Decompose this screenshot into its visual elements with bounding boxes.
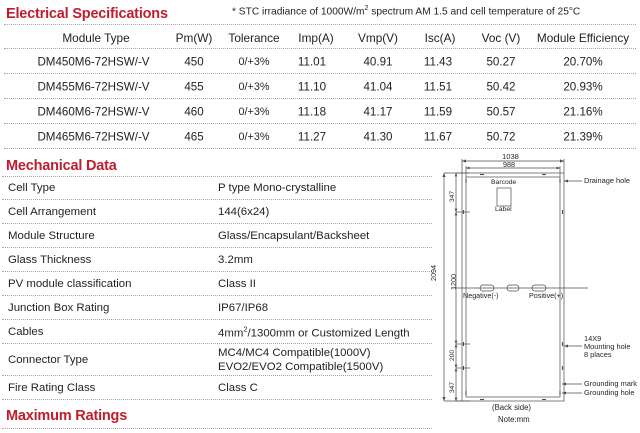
annotation-grounding-hole: Grounding hole: [584, 388, 635, 397]
electrical-specifications-heading: Electrical Specifications: [6, 6, 168, 22]
mechanical-row-pv-module-classification: [0, 272, 432, 296]
negative-terminal-label: Negative(-): [463, 291, 499, 300]
cell-module-efficiency: 21.39%: [563, 130, 603, 143]
mechanical-row-cell-type: [0, 176, 432, 200]
cell-vmp: 41.04: [363, 80, 393, 93]
cell-tolerance: 0/+3%: [238, 80, 270, 93]
col-header-imp: Imp(A): [298, 31, 334, 45]
cell-imp: 11.01: [297, 55, 327, 68]
table-row: [0, 99, 640, 124]
dim-left-lower: 200: [449, 349, 456, 361]
barcode-top-label: Barcode: [491, 179, 517, 186]
barcode-label-box: [497, 188, 511, 206]
electrical-table-header-row: [0, 27, 640, 49]
stc-note-superscript: 2: [364, 5, 369, 12]
dim-width-inner: 988: [503, 160, 515, 169]
drawing-caption-note: Note:mm: [498, 415, 530, 424]
cables-value-post: /1300mm or Customized Length: [247, 327, 410, 340]
cell-pm: 455: [184, 80, 204, 93]
mechanical-label: Cables: [8, 326, 44, 338]
annotation-grounding-mark: Grounding mark: [584, 379, 637, 388]
mechanical-value: P type Mono-crystalline: [218, 182, 337, 194]
cables-value-pre: 4mm: [218, 327, 244, 340]
mechanical-value: Class C: [218, 382, 258, 394]
cell-pm: 450: [184, 55, 204, 68]
col-header-voc: Voc (V): [481, 31, 521, 45]
cell-module-type: DM460M6-72HSW/-V: [37, 105, 150, 118]
cell-voc: 50.57: [486, 105, 516, 118]
connector-line-2: EVO2/EVO2 Compatible(1500V): [218, 361, 384, 373]
mechanical-row-connector-type: [0, 344, 432, 376]
mechanical-label: Fire Rating Class: [8, 382, 96, 394]
module-mechanical-drawing: [429, 152, 640, 433]
mechanical-value: 144(6x24): [218, 206, 270, 218]
col-header-module-efficiency: Module Efficiency: [536, 31, 630, 45]
dim-left-bottom: 347: [449, 381, 456, 393]
table-row: [0, 124, 640, 149]
dim-width-outer: 1038: [502, 152, 519, 161]
mechanical-label: Module Structure: [8, 230, 95, 242]
dim-left-mid: 1200: [449, 274, 458, 290]
mechanical-value: 3.2mm: [218, 254, 253, 266]
cell-voc: 50.27: [486, 55, 516, 68]
cell-vmp: 41.30: [363, 130, 393, 143]
dim-left-top: 347: [449, 190, 456, 202]
cell-module-efficiency: 21.16%: [563, 105, 603, 118]
electrical-table: [0, 27, 640, 149]
cell-tolerance: 0/+3%: [238, 105, 270, 118]
annotation-mounting-hole-count: 8 places: [584, 350, 612, 359]
cell-module-efficiency: 20.93%: [563, 80, 603, 93]
mechanical-row-fire-rating-class: [0, 376, 432, 400]
mechanical-value: IP67/IP68: [218, 302, 269, 314]
dim-height-total: 2094: [429, 265, 438, 281]
annotation-drainage-hole: Drainage hole: [584, 176, 631, 185]
mechanical-label: Connector Type: [8, 354, 89, 366]
mechanical-row-module-structure: [0, 224, 432, 248]
cell-voc: 50.42: [486, 80, 516, 93]
cell-isc: 11.43: [423, 55, 453, 68]
col-header-module-type: Module Type: [62, 31, 130, 45]
maximum-ratings-heading: Maximum Ratings: [6, 408, 128, 424]
module-outer-frame: [462, 173, 564, 401]
mechanical-data-heading: Mechanical Data: [6, 158, 117, 174]
mechanical-value: Glass/Encapsulant/Backsheet: [218, 230, 370, 242]
barcode-bottom-label: Label: [495, 206, 512, 213]
cell-module-type: DM450M6-72HSW/-V: [37, 55, 150, 68]
annotation-mounting-hole-size: 14X9: [584, 334, 602, 343]
mechanical-label: Cell Type: [8, 182, 56, 194]
electrical-top-rule: [4, 24, 636, 25]
cell-module-type: DM455M6-72HSW/-V: [37, 80, 150, 93]
cell-voc: 50.72: [486, 130, 516, 143]
mechanical-row-junction-box-rating: [0, 296, 432, 320]
col-header-tolerance: Tolerance: [228, 31, 280, 45]
mechanical-value: [218, 346, 383, 375]
stc-note-post: spectrum AM 1.5 and cell temperature of 25°C: [368, 6, 581, 18]
col-header-vmp: Vmp(V): [358, 31, 398, 45]
maximum-ratings-rule: [2, 428, 432, 429]
row-rule: [4, 148, 636, 149]
col-header-isc: Isc(A): [424, 31, 456, 45]
cell-tolerance: 0/+3%: [238, 130, 270, 143]
col-header-pm: Pm(W): [175, 31, 213, 45]
drawing-caption-back-side: (Back side): [492, 403, 531, 412]
mechanical-label: Cell Arrangement: [8, 206, 97, 218]
cables-value-superscript: 2: [243, 324, 248, 334]
stc-note: [232, 5, 580, 17]
cell-imp: 11.18: [297, 105, 327, 118]
mechanical-data-table: [0, 176, 432, 400]
mechanical-value: Class II: [218, 278, 256, 290]
cell-vmp: 41.17: [363, 105, 393, 118]
cell-module-efficiency: 20.70%: [563, 55, 603, 68]
mechanical-row-cell-arrangement: [0, 200, 432, 224]
connector-line-1: MC4/MC4 Compatible(1000V): [218, 346, 371, 359]
table-row: [0, 74, 640, 99]
cell-pm: 460: [184, 105, 204, 118]
cell-imp: 11.10: [297, 80, 327, 93]
table-row: [0, 49, 640, 74]
stc-note-pre: * STC irradiance of 1000W/m: [232, 6, 365, 18]
positive-terminal-label: Positive(+): [529, 291, 564, 300]
cell-vmp: 40.91: [363, 55, 393, 68]
mechanical-label: PV module classification: [8, 278, 132, 290]
mechanical-value: [218, 325, 410, 340]
cell-imp: 11.27: [297, 130, 327, 143]
mechanical-row-glass-thickness: [0, 248, 432, 272]
cell-pm: 465: [184, 130, 204, 143]
cell-isc: 11.67: [423, 130, 453, 143]
row-rule: [2, 399, 432, 400]
row-rule-top: [2, 176, 432, 177]
mechanical-row-cables: [0, 320, 432, 344]
cell-module-type: DM465M6-72HSW/-V: [37, 130, 150, 143]
mechanical-label: Glass Thickness: [8, 254, 92, 266]
mechanical-label: Junction Box Rating: [8, 302, 110, 314]
cell-tolerance: 0/+3%: [238, 55, 270, 68]
cell-isc: 11.59: [423, 105, 453, 118]
cell-isc: 11.51: [423, 80, 453, 93]
annotation-mounting-hole: Mounting hole: [584, 342, 631, 351]
